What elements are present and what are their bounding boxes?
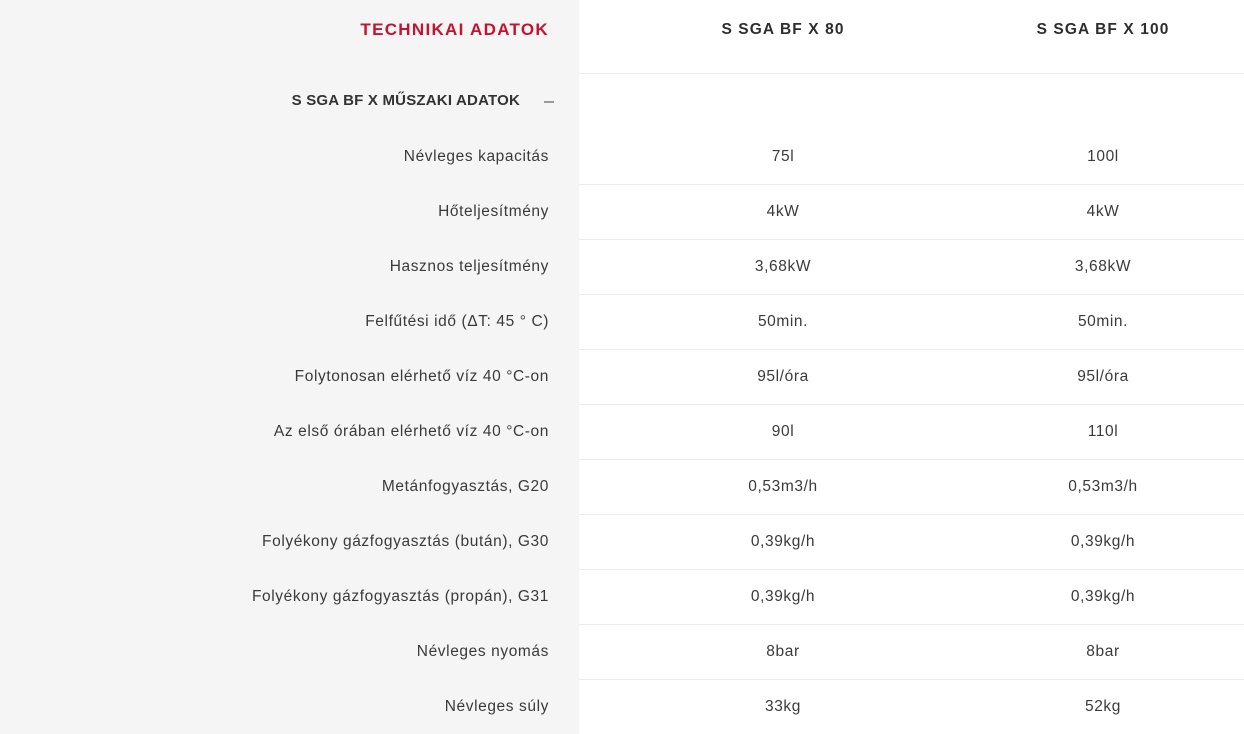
row-value-model-100: 100l	[1087, 148, 1119, 165]
row-divider	[579, 294, 1244, 295]
row-value-model-100: 110l	[1087, 423, 1119, 440]
collapse-section-button[interactable]	[541, 96, 557, 108]
row-label: Névleges kapacitás	[403, 148, 549, 165]
row-value-model-80: 90l	[771, 423, 795, 440]
row-label: Folyékony gázfogyasztás (propán), G31	[251, 588, 549, 605]
row-value-model-80: 50min.	[757, 313, 809, 330]
table-row	[0, 144, 1244, 170]
row-value-model-80: 8bar	[766, 643, 800, 660]
row-divider	[579, 349, 1244, 350]
table-row	[0, 529, 1244, 555]
row-label: Felfűtési idő (ΔT: 45 ° C)	[365, 313, 549, 330]
row-value-model-100: 3,68kW	[1074, 258, 1132, 275]
row-value-model-100: 50min.	[1077, 313, 1129, 330]
column-header-model-100: S SGA BF X 100	[1036, 21, 1170, 38]
table-row	[0, 254, 1244, 280]
header-divider	[579, 73, 1244, 74]
table-row	[0, 694, 1244, 720]
row-value-model-100: 4kW	[1086, 203, 1120, 220]
row-label: Hasznos teljesítmény	[389, 258, 549, 275]
row-value-model-80: 33kg	[764, 698, 801, 715]
table-row	[0, 584, 1244, 610]
row-value-model-80: 3,68kW	[754, 258, 812, 275]
row-label: Folyékony gázfogyasztás (bután), G30	[262, 533, 549, 550]
row-divider	[579, 624, 1244, 625]
table-row	[0, 419, 1244, 445]
row-divider	[579, 459, 1244, 460]
row-label: Metánfogyasztás, G20	[381, 478, 549, 495]
section-title: S SGA BF X MŰSZAKI ADATOK	[291, 92, 520, 109]
row-divider	[579, 679, 1244, 680]
row-value-model-80: 0,39kg/h	[750, 588, 816, 605]
table-row	[0, 474, 1244, 500]
row-value-model-80: 0,39kg/h	[750, 533, 816, 550]
row-label: Az első órában elérhető víz 40 °C-on	[273, 423, 549, 440]
row-label: Hőteljesítmény	[438, 203, 549, 220]
row-divider	[579, 569, 1244, 570]
table-row	[0, 639, 1244, 665]
table-row	[0, 364, 1244, 390]
row-value-model-100: 0,39kg/h	[1070, 588, 1136, 605]
row-divider	[579, 239, 1244, 240]
row-divider	[579, 184, 1244, 185]
row-label: Folytonosan elérhető víz 40 °C-on	[294, 368, 549, 385]
row-divider	[579, 404, 1244, 405]
row-value-model-100: 8bar	[1086, 643, 1120, 660]
row-value-model-80: 95l/óra	[757, 368, 809, 385]
row-value-model-80: 75l	[771, 148, 795, 165]
row-value-model-100: 52kg	[1084, 698, 1121, 715]
row-value-model-80: 4kW	[766, 203, 800, 220]
row-label: Névleges nyomás	[416, 643, 549, 660]
row-label: Névleges súly	[444, 698, 549, 715]
row-value-model-100: 0,39kg/h	[1070, 533, 1136, 550]
minus-icon	[544, 101, 554, 103]
row-divider	[579, 514, 1244, 515]
row-value-model-100: 95l/óra	[1077, 368, 1129, 385]
page-title: TECHNIKAI ADATOK	[360, 20, 549, 39]
row-value-model-100: 0,53m3/h	[1068, 478, 1138, 495]
table-row	[0, 309, 1244, 335]
table-row	[0, 199, 1244, 225]
column-header-model-80: S SGA BF X 80	[721, 21, 845, 38]
row-value-model-80: 0,53m3/h	[748, 478, 818, 495]
